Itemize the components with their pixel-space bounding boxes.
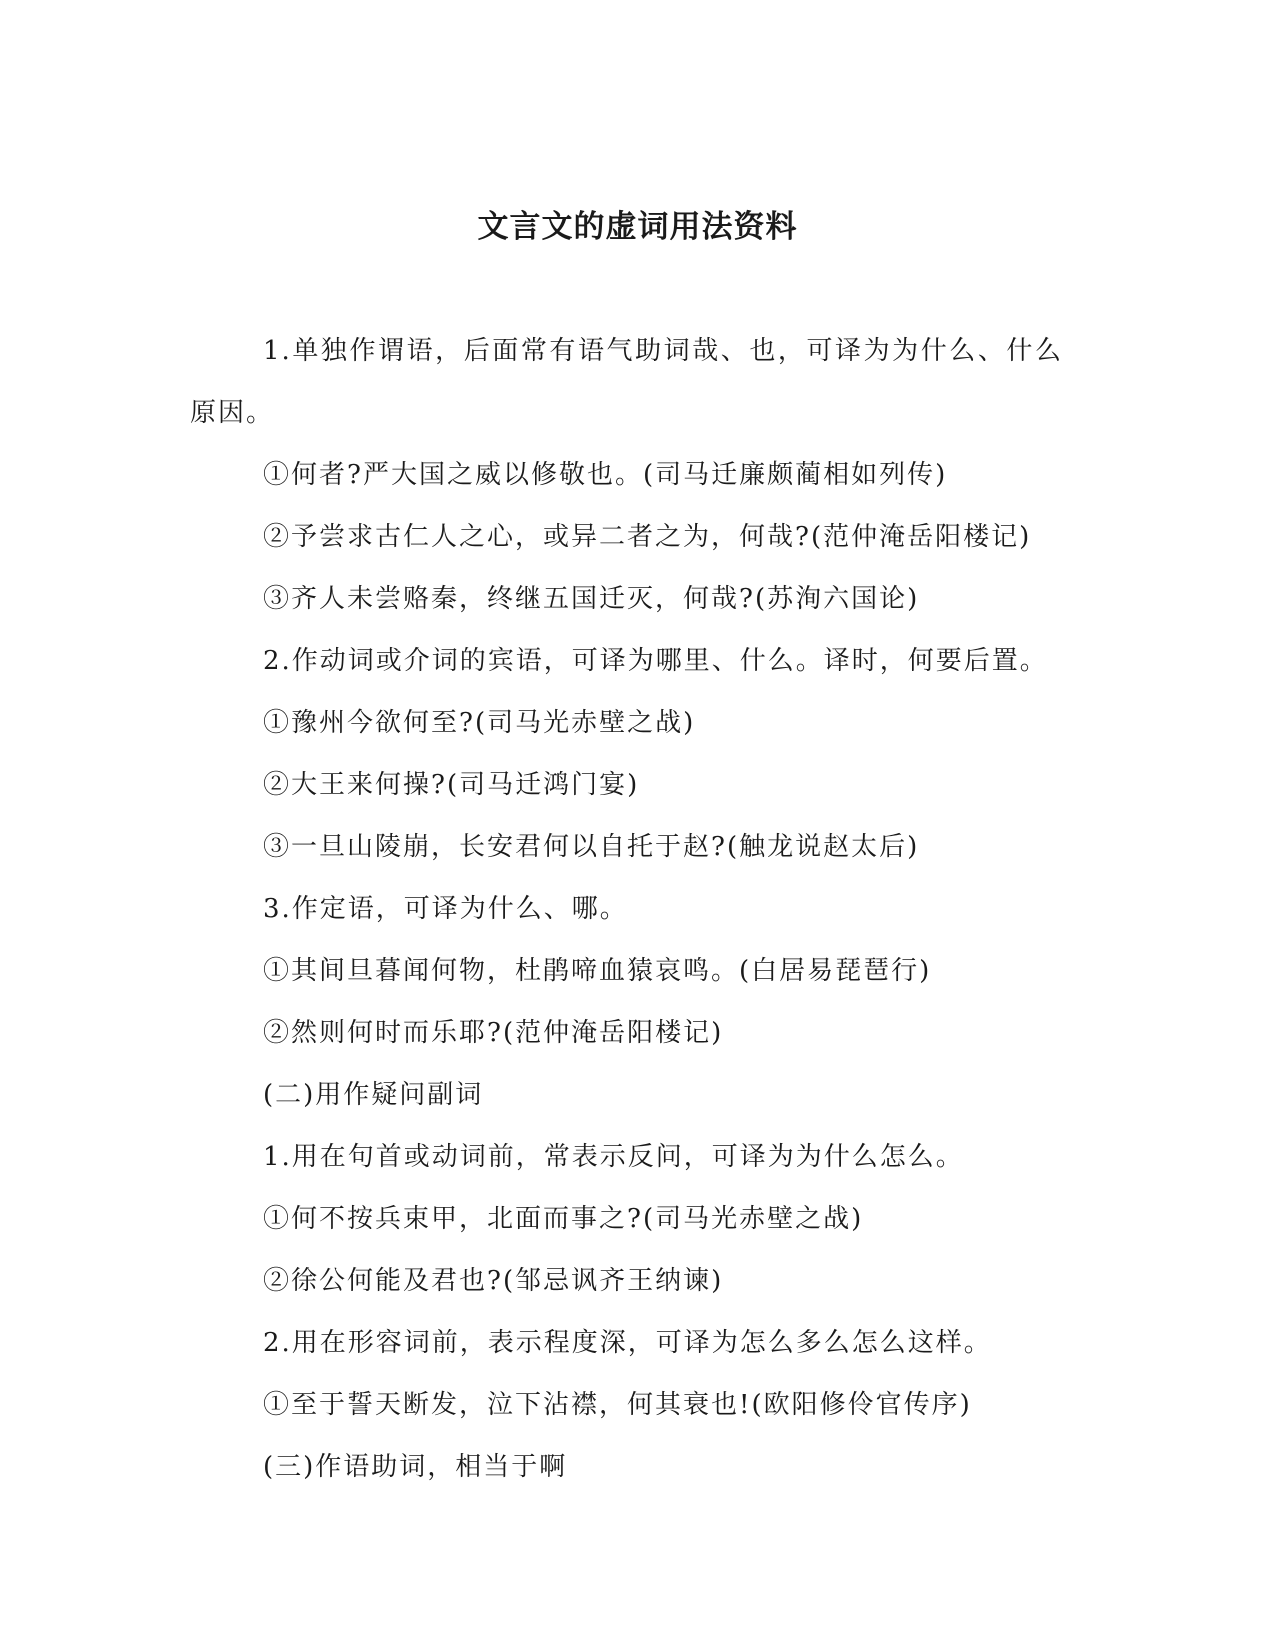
intro-paragraph: [0, 320, 1275, 444]
section-heading: (三)作语助词，相当于啊: [263, 1452, 568, 1482]
text-line: 2.用在形容词前，表示程度深，可译为怎么多么怎么这样。: [263, 1328, 992, 1358]
text-line: ②予尝求古仁人之心，或异二者之为，何哉?(范仲淹岳阳楼记): [263, 522, 1032, 552]
text-line: ①至于誓天断发，泣下沾襟，何其衰也!(欧阳修伶官传序): [263, 1390, 972, 1420]
text-line: ①何者?严大国之威以修敬也。(司马迁廉颇蔺相如列传): [263, 460, 948, 490]
text-line: ①何不按兵束甲，北面而事之?(司马光赤壁之战): [263, 1204, 864, 1234]
text-line: 3.作定语，可译为什么、哪。: [263, 894, 628, 924]
text-line: ③齐人未尝赂秦，终继五国迁灭，何哉?(苏洵六国论): [263, 584, 920, 614]
text-line: ①其间旦暮闻何物，杜鹃啼血猿哀鸣。(白居易琵琶行): [263, 956, 932, 986]
text-line: ②大王来何操?(司马迁鸿门宴): [263, 770, 640, 800]
document-title: 文言文的虚词用法资料: [477, 209, 798, 245]
text-line: ②徐公何能及君也?(邹忌讽齐王纳谏): [263, 1266, 724, 1296]
intro-line-2: 原因。: [190, 398, 275, 428]
text-line: 1.用在句首或动词前，常表示反问，可译为为什么怎么。: [263, 1142, 964, 1172]
text-line: ③一旦山陵崩，长安君何以自托于赵?(触龙说赵太后): [263, 832, 920, 862]
text-line: ①豫州今欲何至?(司马光赤壁之战): [263, 708, 696, 738]
section-heading: (二)用作疑问副词: [263, 1080, 484, 1110]
document-body: [0, 320, 1275, 1498]
intro-line-1: 1.单独作谓语，后面常有语气助词哉、也，可译为为什么、什么: [263, 336, 1063, 366]
text-line: 2.作动词或介词的宾语，可译为哪里、什么。译时，何要后置。: [263, 646, 1048, 676]
text-line: ②然则何时而乐耶?(范仲淹岳阳楼记): [263, 1018, 724, 1048]
